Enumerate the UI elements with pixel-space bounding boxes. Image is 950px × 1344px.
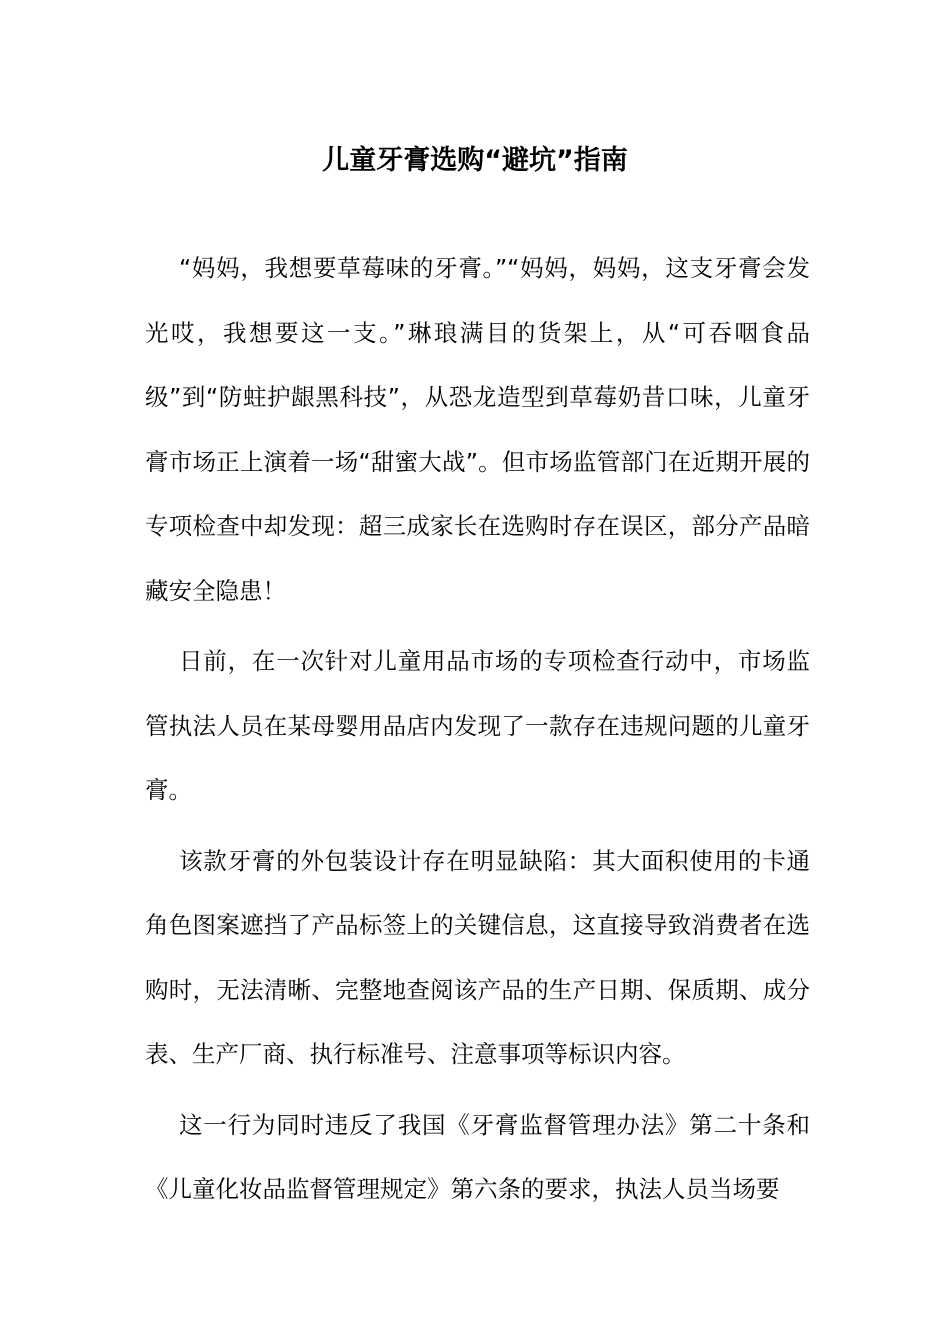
paragraph: 该款牙膏的外包装设计存在明显缺陷：其大面积使用的卡通角色图案遮挡了产品标签上的关键信息，这直接导致消费者在选购时，无法清晰、完整地查阅该产品的生产日期、保质期、成分表、生产厂商、执行标准号、注意事项等标识内容。 bbox=[145, 846, 810, 1068]
paragraph: 日前，在一次针对儿童用品市场的专项检查行动中，市场监管执法人员在某母婴用品店内发现了一款存在违规问题的儿童牙膏。 bbox=[145, 647, 810, 804]
document-title: 儿童牙膏选购“避坑”指南 bbox=[322, 145, 628, 176]
document-body bbox=[145, 236, 810, 1228]
paragraph: 这一行为同时违反了我国《牙膏监督管理办法》第二十条和《儿童化妆品监督管理规定》第六条的要求，执法人员当场要 bbox=[145, 1110, 810, 1203]
paragraph: “妈妈，我想要草莓味的牙膏。”“妈妈，妈妈，这支牙膏会发光哎，我想要这一支。”琳琅满目的货架上，从“可吞咽食品级”到“防蛀护龈黑科技”，从恐龙造型到草莓奶昔口味，儿童牙膏市场正上演着一场“甜蜜大战”。但市场监管部门在近期开展的专项检查中却发现：超三成家长在选购时存在误区，部分产品暗藏安全隐患！ bbox=[145, 254, 810, 605]
